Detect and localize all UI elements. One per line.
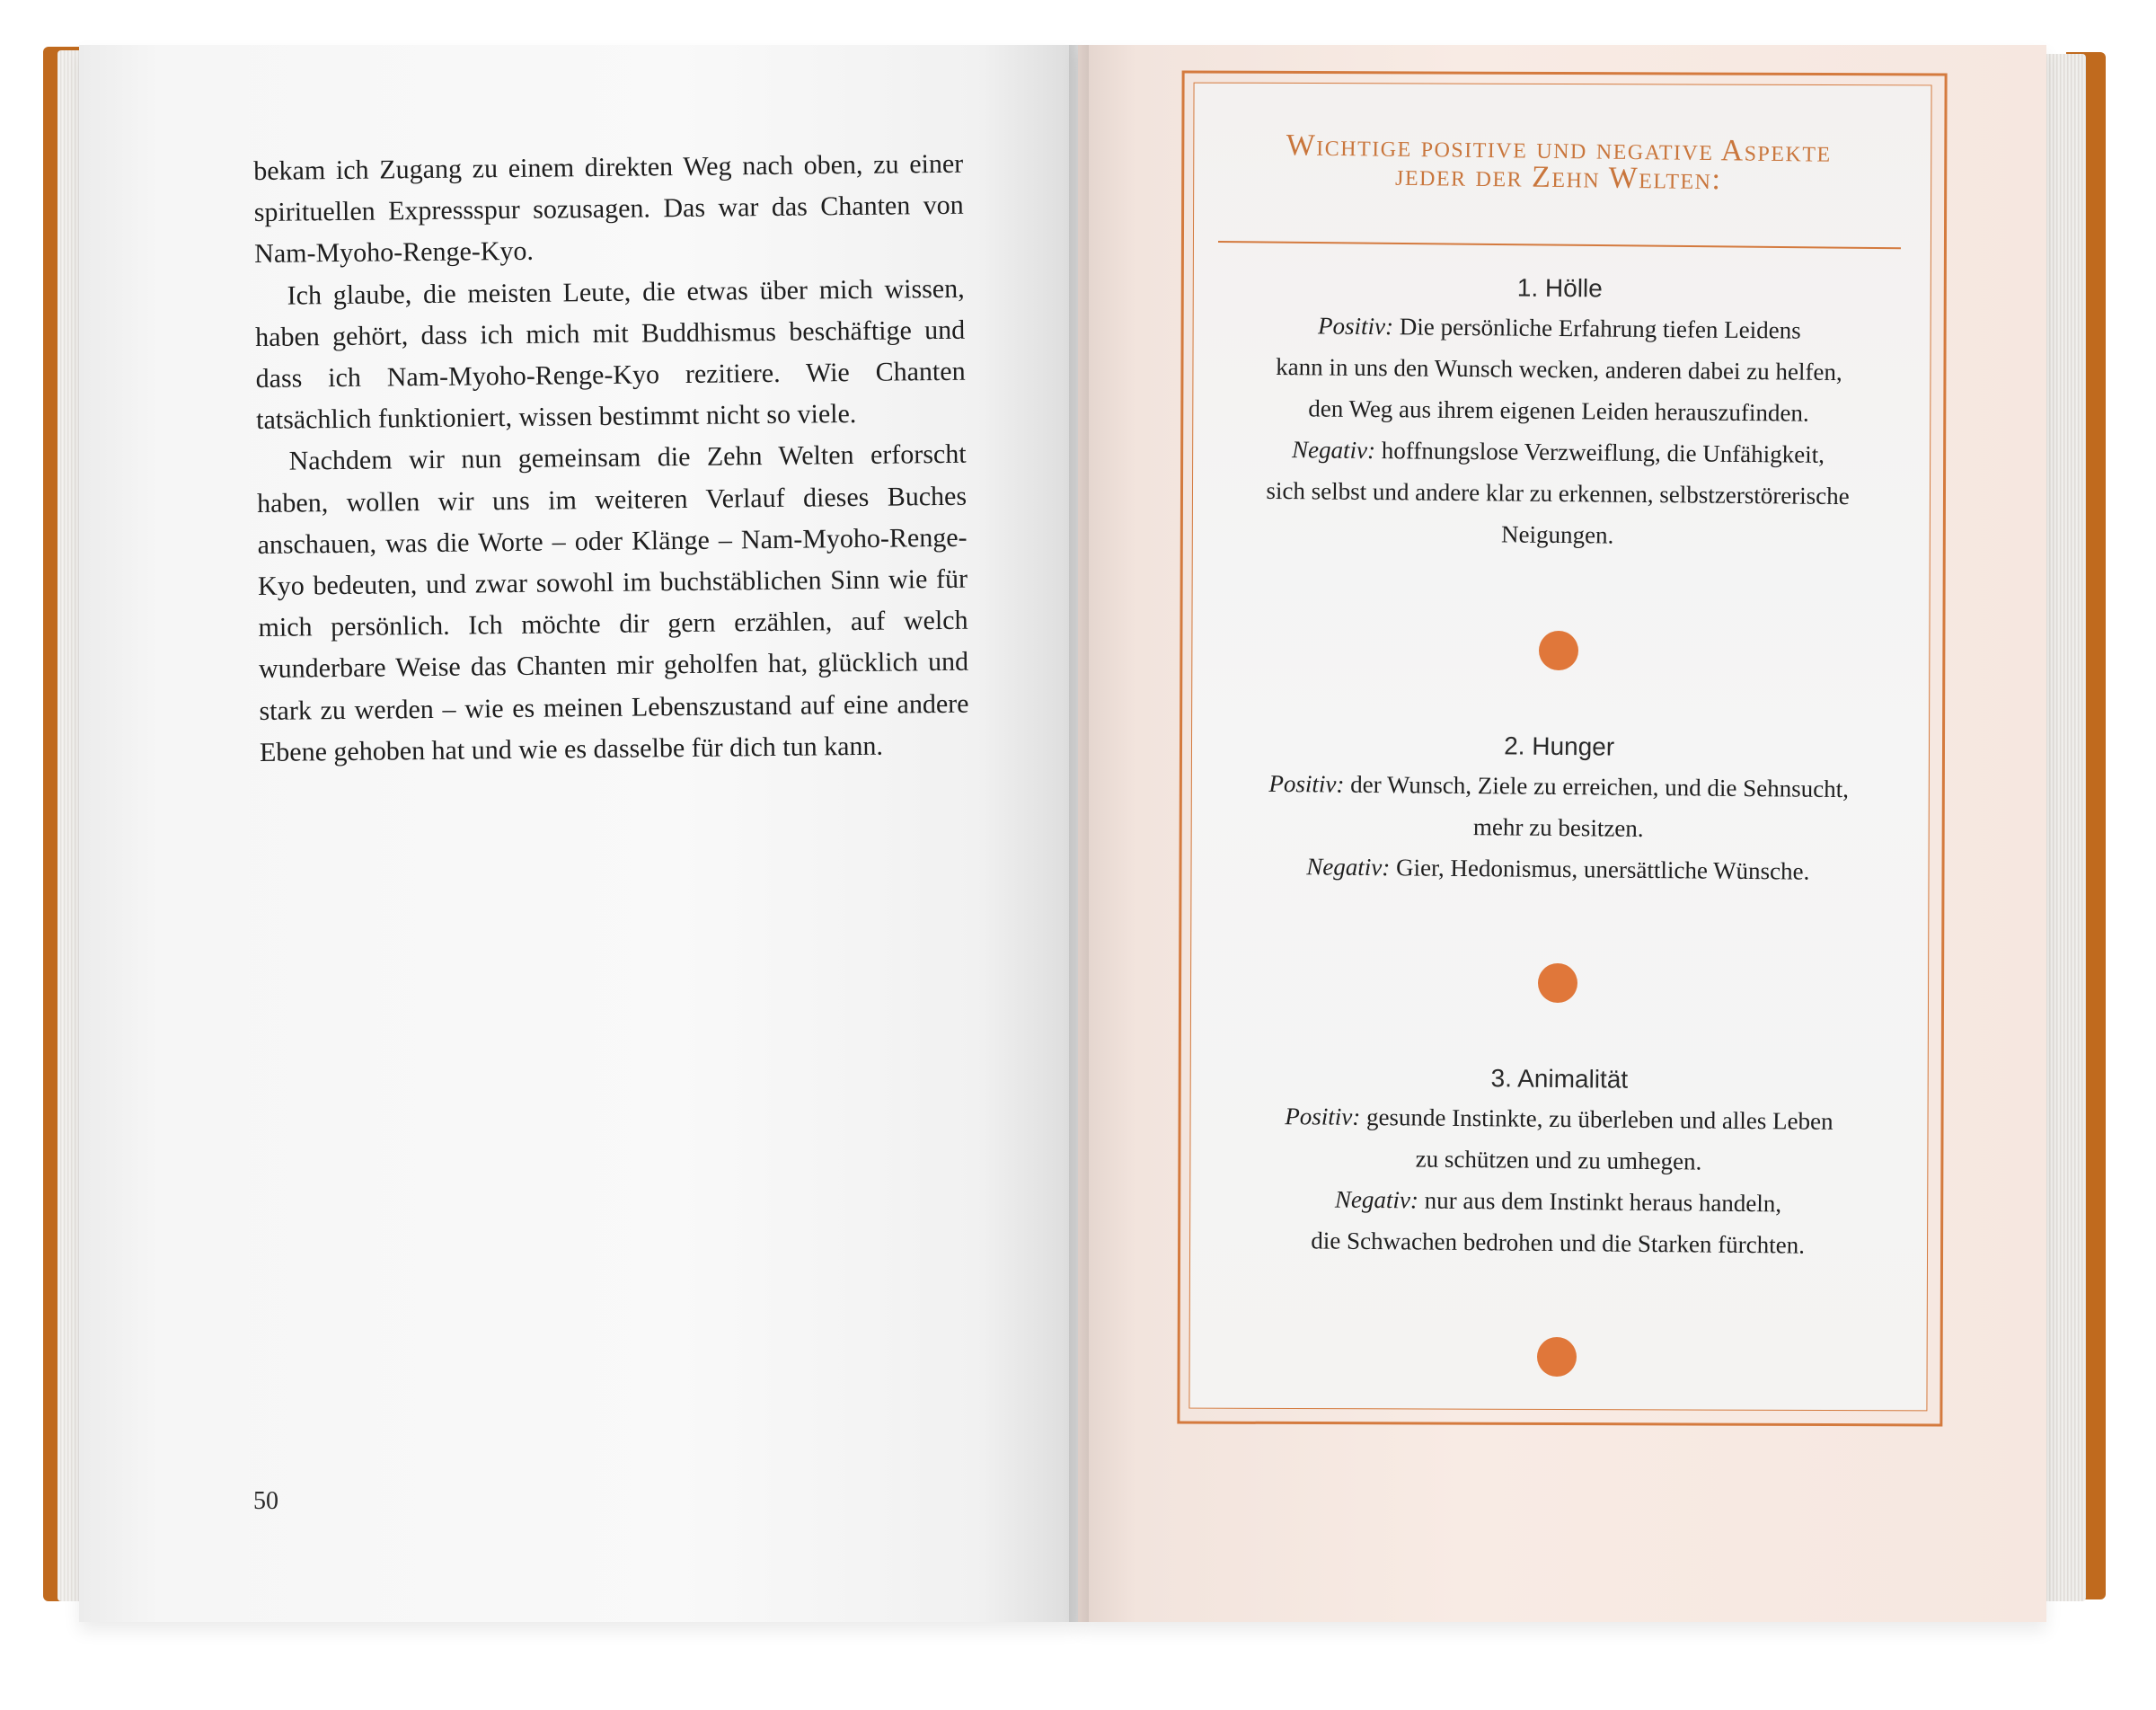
box-title-line-2: jeder der Zehn Welten: (1394, 158, 1722, 197)
entry-positive-line (1204, 762, 1913, 811)
entry-positive-line (1205, 304, 1914, 352)
entry-negative-line (1203, 428, 1913, 476)
positive-text: der Wunsch, Ziele zu erreichen, und die Sehnsucht, (1350, 770, 1850, 803)
negative-text: hoffnungslose Verzweiflung, die Unfähigkeit, (1381, 437, 1825, 468)
entry-animalitaet (1203, 1057, 1914, 1267)
separator-dot (1538, 963, 1577, 1003)
paragraph-3: Nachdem wir nun gemeinsam die Zehn Welten erforscht haben, wollen wir uns im weiteren Verlauf dieses Buches anschauen, was die Worte – oder Klänge – Nam-Myoho-Renge-Kyo bedeuten, und zwar sowohl im buchstäblichen Sinn wie für mich persönlich. Ich möchte dir gern erzählen, auf welch wunderbare Weise das Chanten mir geholfen hat, glücklich und stark zu werden – wie es meinen Lebenszustand auf eine andere Ebene gehoben hat und wie es dasselbe für dich tun kann. (256, 439, 969, 767)
entry-heading: 2. Hunger (1504, 731, 1615, 761)
positive-label: Positiv: (1317, 312, 1394, 341)
negative-text: Gier, Hedonismus, unersättliche Wünsche. (1395, 854, 1810, 885)
negative-text: nur aus dem Instinkt heraus handeln, (1424, 1186, 1782, 1218)
entry-positive-line: den Weg aus ihrem eigenen Leiden herauszufinden. (1308, 394, 1809, 427)
entry-hunger (1203, 724, 1914, 893)
positive-text: Die persönliche Erfahrung tiefen Leidens (1399, 313, 1801, 344)
entry-negative-line: Neigungen. (1500, 520, 1614, 549)
left-page-body-text (253, 144, 969, 774)
entry-negative-line (1203, 1177, 1913, 1226)
positive-label: Positiv: (1268, 769, 1345, 798)
box-title (1204, 130, 1914, 197)
entry-positive-line: kann in uns den Wunsch wecken, anderen dabei zu helfen, (1276, 352, 1842, 386)
negative-label: Negativ: (1291, 436, 1376, 465)
entry-positive-line: mehr zu besitzen. (1472, 813, 1644, 842)
entry-negative-line (1203, 845, 1913, 893)
separator-dot (1537, 1337, 1577, 1377)
page-number: 50 (253, 1487, 278, 1515)
positive-text: gesunde Instinkte, zu überleben und alles Leben (1365, 1103, 1833, 1135)
entry-negative-line: die Schwachen bedrohen und die Starken fürchten. (1311, 1227, 1806, 1259)
paragraph-1: bekam ich Zugang zu einem direkten Weg nach oben, zu einer spirituellen Expressspur sozusagen. Das war das Chanten von Nam-Myoho-Renge-Kyo. (253, 148, 964, 270)
positive-label: Positiv: (1285, 1103, 1361, 1130)
entry-hoelle (1202, 266, 1914, 559)
entry-heading: 3. Animalität (1490, 1064, 1629, 1094)
box-title-line-1: Wichtige positive und negative Aspekte (1286, 128, 1832, 169)
negative-label: Negativ: (1334, 1185, 1419, 1214)
entry-negative-line: sich selbst und andere klar zu erkennen, selbstzerstörerische (1266, 476, 1850, 510)
paragraph-2: Ich glaube, die meisten Leute, die etwas über mich wissen, haben gehört, dass ich mich mit Buddhismus beschäftige und dass ich Nam-Myoho-Renge-Kyo rezitiere. Wie Chanten tatsächlich funktioniert, wissen bestimmt nicht so viele. (254, 273, 966, 436)
separator-dot (1539, 631, 1578, 670)
entry-positive-line (1204, 1094, 1913, 1143)
entry-heading: 1. Hölle (1516, 273, 1603, 303)
book-gutter (1069, 45, 1089, 1622)
entry-positive-line: zu schützen und zu umhegen. (1415, 1145, 1702, 1175)
negative-label: Negativ: (1306, 853, 1391, 882)
